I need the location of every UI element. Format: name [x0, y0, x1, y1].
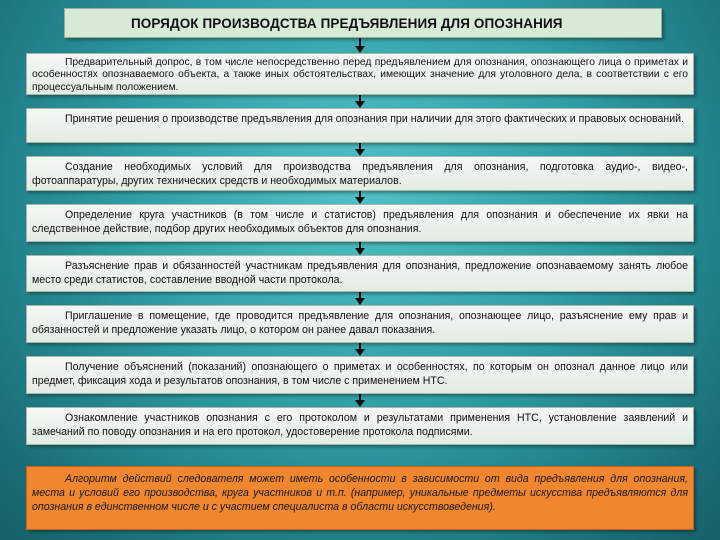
step-box: Создание необходимых условий для производства предъявления для опознания, подготовка аудио-, видео-, фотоаппаратуры, других технических средств и необходимых материалов. [26, 156, 694, 191]
note-box: Алгоритм действий следователя может иметь особенности в зависимости от вида предъявления для опознания, места и условий его производства, круга участников и т.п. (например, уникальные предметы искусства предъявляются для опознания в единственном числе и с участием специалиста в области искусствоведения). [26, 466, 694, 530]
step-box: Предварительный допрос, в том числе непосредственно перед предъявлением для опознания, опознающего лица о приметах и особенностях опознаваемого объекта, а также иных обстоятельствах, имеющих значение для уголовного дела, в соответствии с его процессуальным положением. [26, 53, 694, 95]
arrow-down-icon [355, 38, 365, 53]
step-box: Определение круга участников (в том числе и статистов) предъявления для опознания и обеспечение их явки на следственное действие, подбор других необходимых объектов для опознания. [26, 204, 694, 242]
arrow-down-icon [355, 143, 365, 156]
arrow-down-icon [355, 343, 365, 356]
step-box: Разъяснение прав и обязанностей участникам предъявления для опознания, предложение опознаваемому занять любое место среди статистов, составление вводной части протокола. [26, 255, 694, 292]
step-box: Принятие решения о производстве предъявления для опознания при наличии для этого фактических и правовых оснований. [26, 108, 694, 143]
arrow-down-icon [355, 394, 365, 407]
arrow-down-icon [355, 95, 365, 108]
diagram-title: ПОРЯДОК ПРОИЗВОДСТВА ПРЕДЪЯВЛЕНИЯ ДЛЯ ОПОЗНАНИЯ [64, 8, 662, 38]
arrow-down-icon [355, 242, 365, 255]
step-box: Получение объяснений (показаний) опознающего о приметах и особенностях, по которым он опознал данное лицо или предмет, фиксация хода и результатов опознания, в том числе с применением НТС. [26, 356, 694, 394]
step-box: Ознакомление участников опознания с его протоколом и результатами применения НТС, установление заявлений и замечаний по поводу опознания и на его протокол, удостоверение протокола подписями. [26, 407, 694, 445]
arrow-down-icon [355, 292, 365, 305]
step-box: Приглашение в помещение, где проводится предъявление для опознания, опознающее лицо, разъяснение ему прав и обязанностей и предложение указать лицо, о котором он ранее давал показания. [26, 305, 694, 343]
arrow-down-icon [355, 191, 365, 204]
